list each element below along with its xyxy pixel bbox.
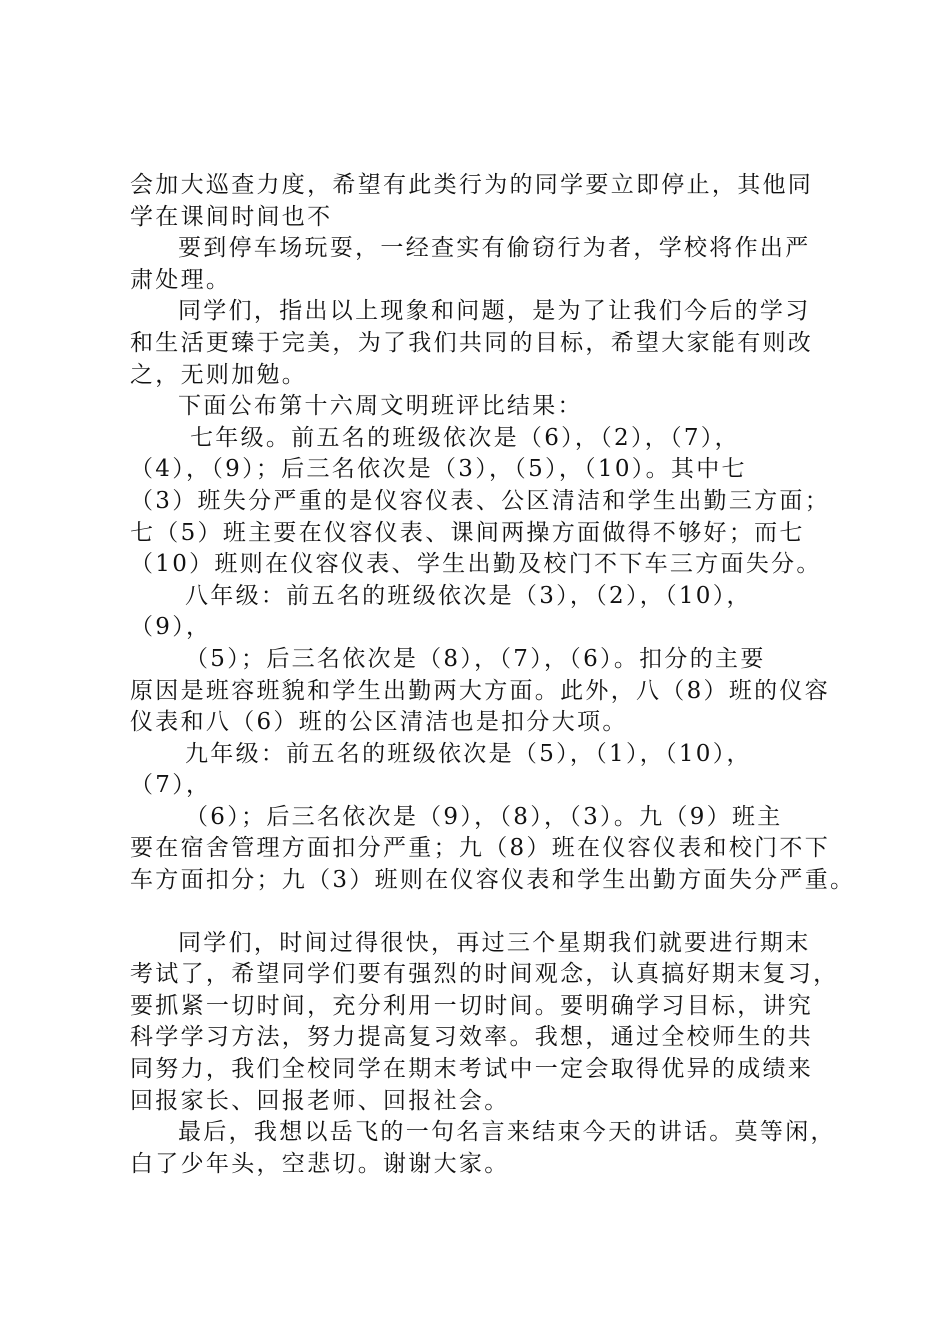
text-line: 八年级：前五名的班级依次是（3），（2），（10）， <box>185 582 752 609</box>
text-line: 回报家长、回报老师、回报社会。 <box>130 1087 510 1114</box>
text-line: 和生活更臻于完美，为了我们共同的目标，希望大家能有则改 <box>130 329 814 356</box>
text-line: （3）班失分严重的是仪容仪表、公区清洁和学生出勤三方面； <box>130 487 831 514</box>
text-line: 要在宿舍管理方面扣分严重；九（8）班在仪容仪表和校门不下 <box>130 835 831 862</box>
text-line: 七年级。前五名的班级依次是（6），（2），（7）， <box>190 424 740 451</box>
text-line: 要到停车场玩耍，一经查实有偷窃行为者，学校将作出严 <box>178 235 811 262</box>
text-line: 同学们，时间过得很快，再过三个星期我们就要进行期末 <box>178 929 811 956</box>
text-line: （10）班则在仪容仪表、学生出勤及校门不下车三方面失分。 <box>130 551 822 578</box>
text-line: 同努力，我们全校同学在期末考试中一定会取得优异的成绩来 <box>130 1056 814 1083</box>
text-line: 考试了，希望同学们要有强烈的时间观念，认真搞好期末复习， <box>130 961 839 988</box>
text-line: 会加大巡查力度，希望有此类行为的同学要立即停止，其他同 <box>130 172 814 198</box>
text-line: 同学们，指出以上现象和问题，是为了让我们今后的学习 <box>178 298 811 325</box>
paragraph-gap <box>130 897 850 928</box>
document-body <box>130 170 856 1180</box>
text-line: 肃处理。 <box>130 266 232 293</box>
text-line: 七（5）班主要在仪容仪表、课间两操方面做得不够好；而七 <box>130 519 805 546</box>
text-line: 车方面扣分；九（3）班则在仪容仪表和学生出勤方面失分严重。 <box>130 867 856 894</box>
text-line: 原因是班容班貌和学生出勤两大方面。此外，八（8）班的仪容 <box>130 677 831 704</box>
text-line: 学在课间时间也不 <box>130 203 333 230</box>
text-line: （7）， <box>130 772 212 799</box>
text-line: （9）， <box>130 614 212 641</box>
text-line: （5）；后三名依次是（8），（7），（6）。扣分的主要 <box>185 645 766 672</box>
text-line: 科学学习方法，努力提高复习效率。我想，通过全校师生的共 <box>130 1024 814 1051</box>
text-line: 白了少年头，空悲切。谢谢大家。 <box>130 1150 510 1177</box>
text-line: 九年级：前五名的班级依次是（5），（1），（10）， <box>185 740 752 767</box>
text-line: （6）；后三名依次是（9），（8），（3）。九（9）班主 <box>185 803 783 830</box>
text-line: 要抓紧一切时间，充分利用一切时间。要明确学习目标，讲究 <box>130 992 814 1019</box>
text-line: 最后，我想以岳飞的一句名言来结束今天的讲话。莫等闲， <box>178 1119 836 1146</box>
text-line: 下面公布第十六周文明班评比结果： <box>178 393 583 420</box>
text-line: 之，无则加勉。 <box>130 361 308 388</box>
text-line: （4），（9）；后三名依次是（3），（5），（10）。其中七 <box>130 456 747 483</box>
text-line: 仪表和八（6）班的公区清洁也是扣分大项。 <box>130 709 628 736</box>
